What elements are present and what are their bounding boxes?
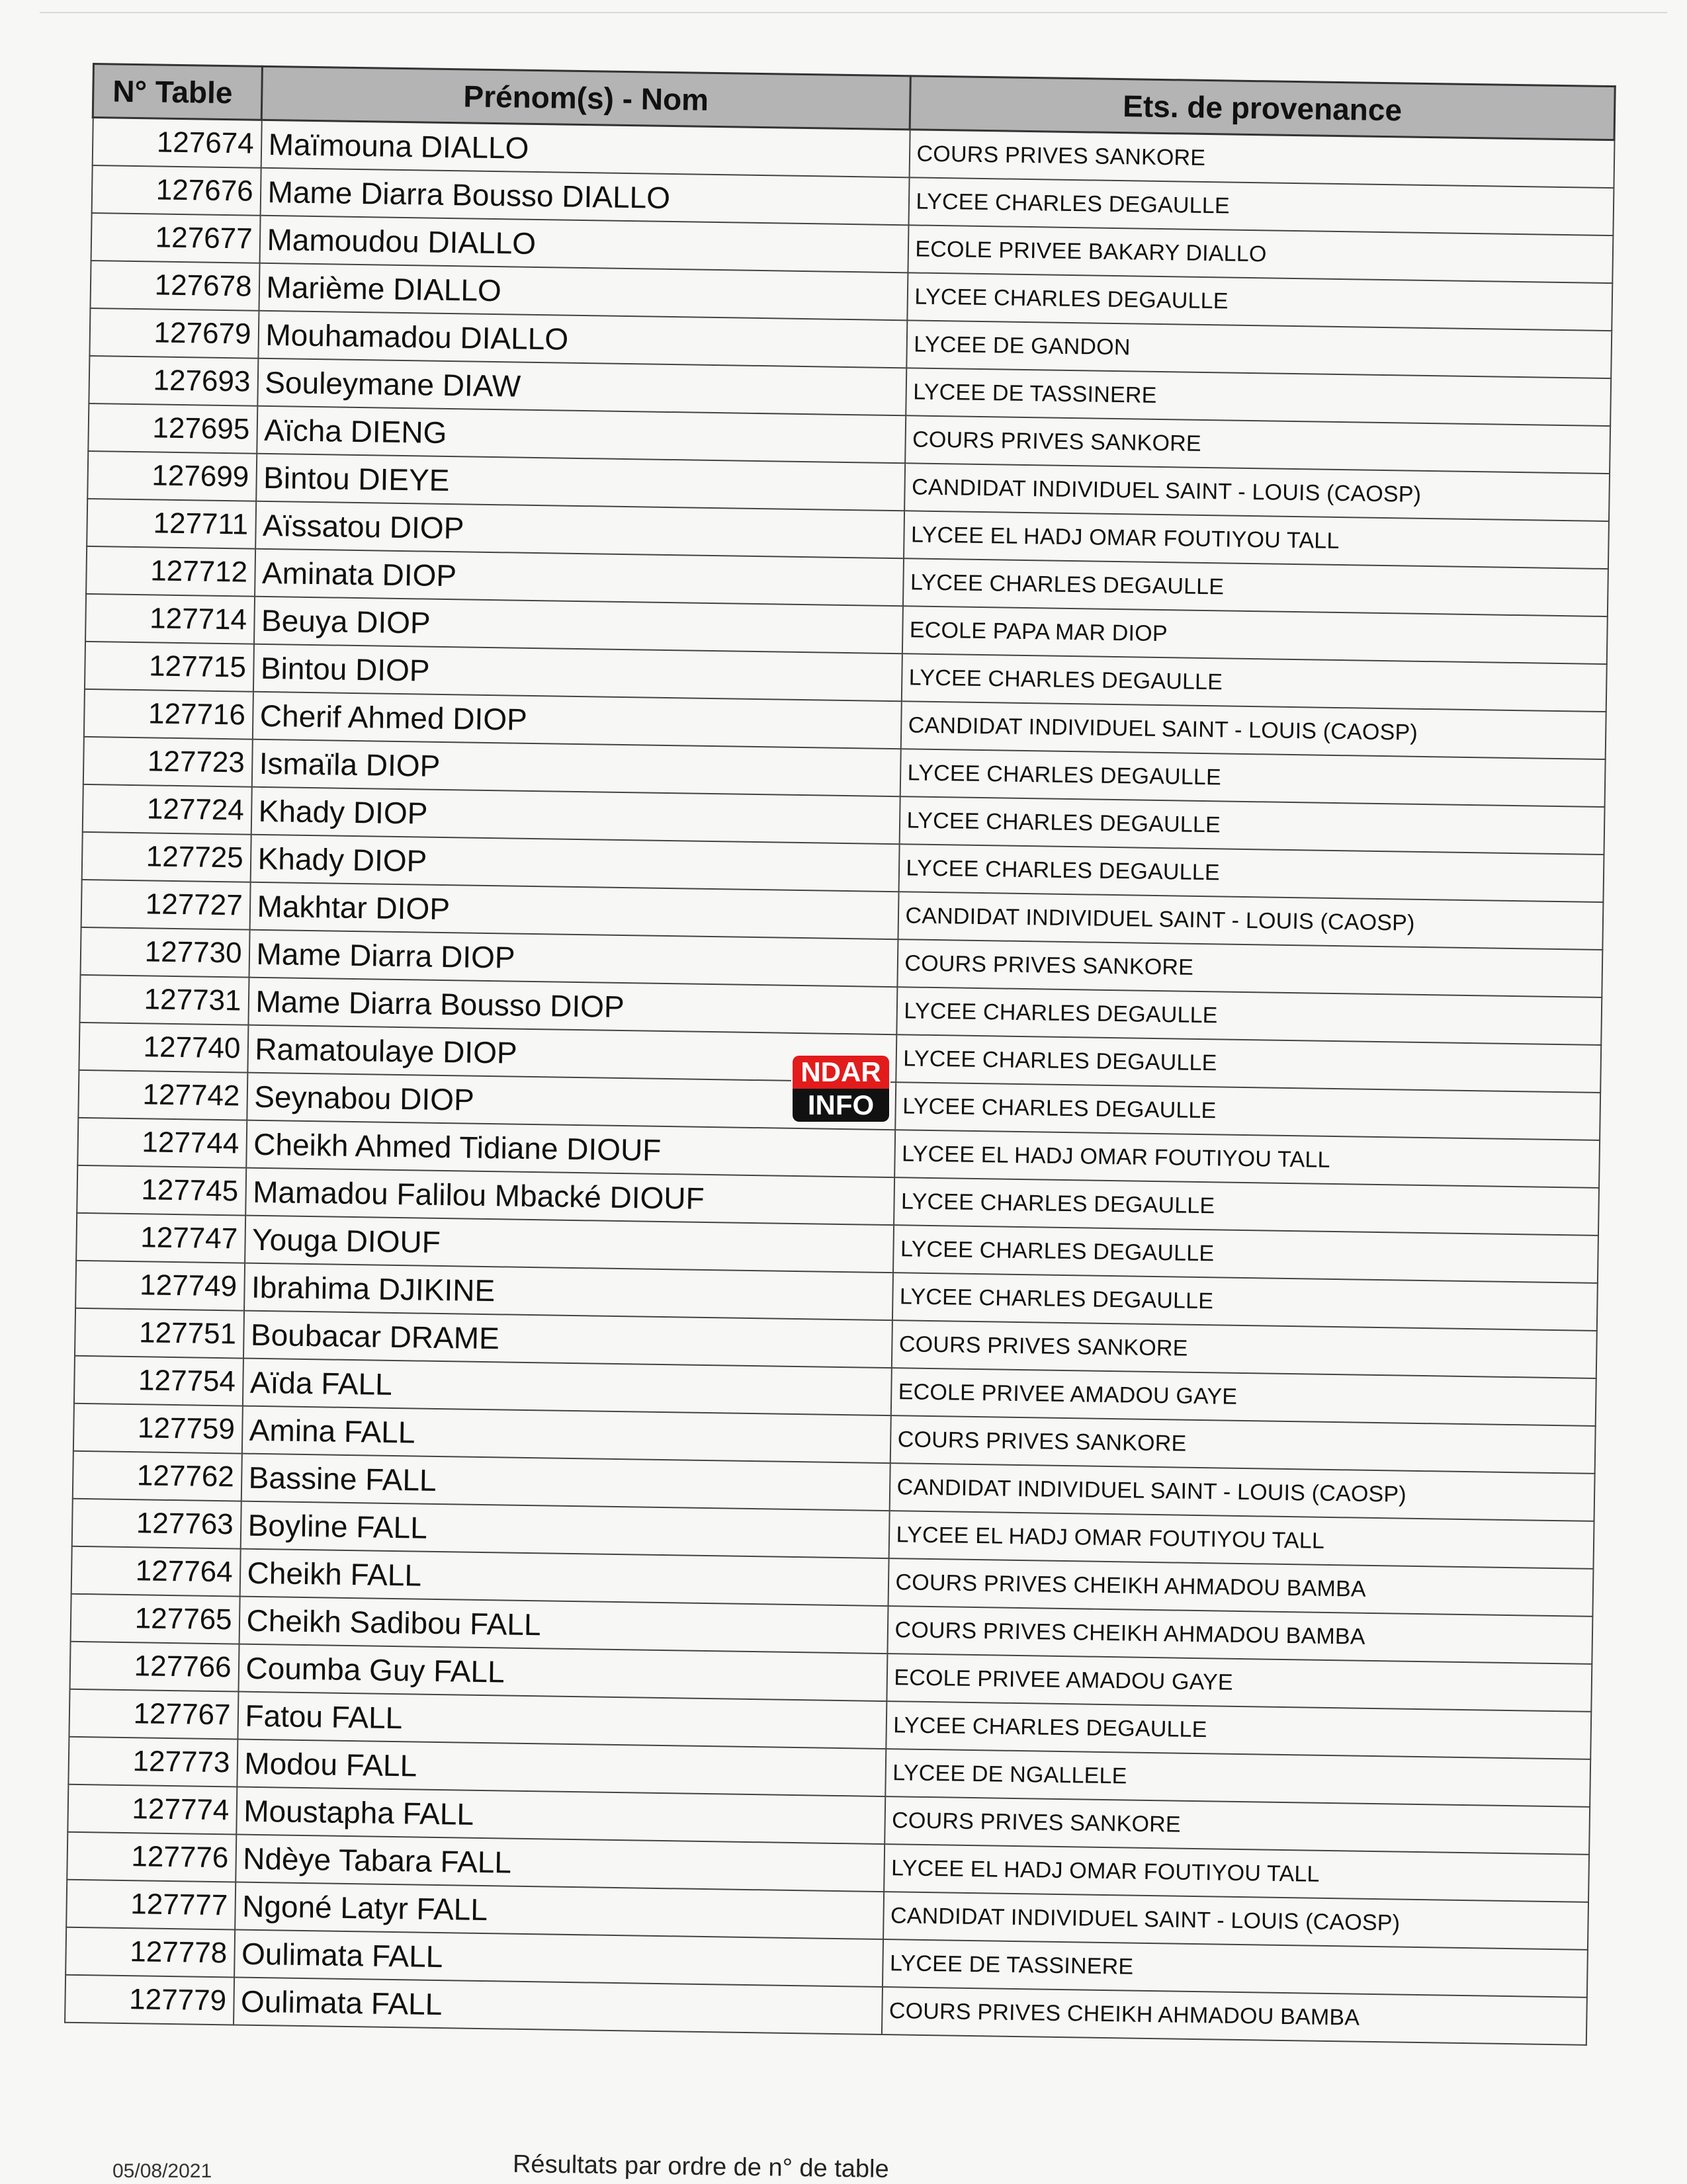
cell-student-name: Amina FALL (241, 1406, 890, 1464)
cell-student-name: Bintou DIEYE (256, 454, 905, 511)
cell-table-number: 127744 (77, 1118, 247, 1168)
cell-table-number: 127699 (87, 451, 257, 501)
cell-origin-school: LYCEE CHARLES DEGAULLE (894, 1177, 1599, 1236)
cell-student-name: Ndèye Tabara FALL (236, 1835, 885, 1892)
cell-student-name: Ngoné Latyr FALL (235, 1882, 884, 1940)
cell-table-number: 127749 (75, 1261, 245, 1311)
cell-origin-school: LYCEE CHARLES DEGAULLE (901, 653, 1606, 712)
cell-table-number: 127716 (83, 689, 253, 739)
cell-table-number: 127676 (91, 165, 261, 216)
cell-origin-school: CANDIDAT INDIVIDUEL SAINT - LOUIS (CAOSP) (898, 892, 1603, 950)
cell-origin-school: LYCEE CHARLES DEGAULLE (892, 1273, 1597, 1331)
cell-origin-school: LYCEE EL HADJ OMAR FOUTIYOU TALL (884, 1844, 1589, 1902)
header-origin: Ets. de provenance (910, 76, 1615, 140)
cell-student-name: Mouhamadou DIALLO (258, 311, 907, 368)
cell-origin-school: COURS PRIVES CHEIKH AHMADOU BAMBA (881, 1987, 1586, 2045)
cell-student-name: Ramatoulaye DIOP (247, 1025, 896, 1083)
cell-table-number: 127712 (86, 546, 255, 597)
results-table-wrapper (64, 63, 1614, 2046)
cell-origin-school: LYCEE EL HADJ OMAR FOUTIYOU TALL (904, 511, 1609, 569)
cell-table-number: 127754 (73, 1356, 243, 1406)
cell-origin-school: LYCEE CHARLES DEGAULLE (908, 177, 1614, 235)
cell-student-name: Cheikh FALL (239, 1549, 888, 1607)
cell-origin-school: CANDIDAT INDIVIDUEL SAINT - LOUIS (CAOSP) (889, 1463, 1594, 1521)
cell-origin-school: LYCEE CHARLES DEGAULLE (896, 987, 1602, 1045)
cell-student-name: Aminata DIOP (255, 549, 904, 607)
scan-edge (40, 12, 1667, 13)
cell-origin-school: LYCEE DE TASSINERE (882, 1939, 1587, 1997)
cell-table-number: 127742 (78, 1070, 247, 1120)
cell-table-number: 127763 (71, 1499, 241, 1549)
cell-origin-school: LYCEE CHARLES DEGAULLE (896, 1034, 1601, 1093)
cell-student-name: Mamoudou DIALLO (259, 216, 908, 273)
cell-table-number: 127715 (84, 642, 253, 692)
cell-table-number: 127779 (65, 1975, 234, 2025)
cell-student-name: Boyline FALL (240, 1501, 889, 1559)
cell-origin-school: COURS PRIVES SANKORE (905, 415, 1610, 474)
cell-origin-school: LYCEE EL HADJ OMAR FOUTIYOU TALL (894, 1130, 1600, 1188)
cell-table-number: 127725 (81, 832, 251, 882)
cell-table-number: 127711 (87, 499, 256, 549)
cell-origin-school: LYCEE DE NGALLELE (885, 1749, 1590, 1807)
cell-student-name: Seynabou DIOP (247, 1073, 896, 1130)
cell-student-name: Beuya DIOP (253, 597, 902, 654)
cell-student-name: Khady DIOP (251, 787, 900, 845)
cell-table-number: 127740 (79, 1023, 248, 1073)
cell-student-name: Bassine FALL (241, 1454, 890, 1511)
cell-table-number: 127693 (89, 356, 258, 406)
cell-origin-school: LYCEE CHARLES DEGAULLE (898, 844, 1604, 902)
cell-table-number: 127727 (81, 880, 250, 930)
cell-origin-school: ECOLE PRIVEE AMADOU GAYE (890, 1368, 1596, 1426)
header-table-number: N° Table (93, 64, 262, 120)
cell-student-name: Aïssatou DIOP (255, 501, 904, 559)
cell-student-name: Cheikh Ahmed Tidiane DIOUF (246, 1120, 895, 1178)
cell-student-name: Moustapha FALL (236, 1787, 885, 1845)
cell-table-number: 127773 (68, 1737, 238, 1787)
cell-table-number: 127766 (69, 1642, 239, 1692)
cell-origin-school: COURS PRIVES CHEIKH AHMADOU BAMBA (887, 1606, 1592, 1664)
cell-table-number: 127751 (74, 1308, 243, 1359)
logo-line-2: INFO (793, 1089, 889, 1122)
footer-date: 05/08/2021 (112, 2160, 212, 2182)
cell-origin-school: LYCEE CHARLES DEGAULLE (907, 273, 1612, 331)
cell-origin-school: CANDIDAT INDIVIDUEL SAINT - LOUIS (CAOSP) (900, 701, 1606, 759)
cell-table-number: 127677 (91, 213, 260, 263)
cell-student-name: Souleymane DIAW (257, 358, 906, 416)
cell-origin-school: LYCEE CHARLES DEGAULLE (886, 1701, 1591, 1759)
cell-student-name: Aïda FALL (242, 1359, 891, 1416)
cell-student-name: Ismaïla DIOP (251, 739, 900, 797)
cell-table-number: 127778 (65, 1927, 235, 1978)
cell-table-number: 127764 (71, 1546, 240, 1597)
cell-origin-school: COURS PRIVES SANKORE (885, 1796, 1590, 1855)
cell-student-name: Oulimata FALL (234, 1929, 883, 1987)
cell-origin-school: LYCEE DE GANDON (906, 320, 1612, 378)
cell-student-name: Aïcha DIENG (257, 406, 906, 464)
cell-table-number: 127767 (69, 1689, 238, 1740)
cell-table-number: 127714 (85, 594, 255, 644)
cell-table-number: 127765 (70, 1594, 239, 1644)
cell-student-name: Cherif Ahmed DIOP (252, 692, 901, 749)
cell-table-number: 127678 (90, 261, 259, 311)
cell-origin-school: COURS PRIVES SANKORE (891, 1320, 1596, 1378)
cell-table-number: 127724 (82, 784, 251, 835)
cell-table-number: 127762 (72, 1451, 241, 1501)
cell-origin-school: LYCEE EL HADJ OMAR FOUTIYOU TALL (888, 1511, 1594, 1569)
cell-origin-school: COURS PRIVES SANKORE (890, 1415, 1595, 1474)
cell-student-name: Boubacar DRAME (243, 1311, 892, 1368)
cell-origin-school: LYCEE CHARLES DEGAULLE (902, 558, 1608, 616)
cell-student-name: Youga DIOUF (245, 1216, 894, 1273)
cell-table-number: 127730 (80, 927, 249, 978)
cell-origin-school: LYCEE CHARLES DEGAULLE (892, 1225, 1598, 1283)
cell-student-name: Cheikh Sadibou FALL (239, 1597, 888, 1654)
cell-student-name: Mame Diarra Bousso DIALLO (260, 168, 909, 226)
cell-origin-school: CANDIDAT INDIVIDUEL SAINT - LOUIS (CAOSP) (904, 463, 1610, 521)
cell-table-number: 127695 (88, 403, 257, 454)
cell-origin-school: COURS PRIVES SANKORE (897, 939, 1602, 997)
cell-student-name: Makhtar DIOP (249, 882, 898, 940)
header-name: Prénom(s) - Nom (261, 66, 910, 130)
cell-student-name: Modou FALL (237, 1740, 886, 1797)
cell-student-name: Mame Diarra DIOP (249, 930, 898, 987)
cell-origin-school: ECOLE PAPA MAR DIOP (902, 606, 1607, 664)
cell-origin-school: ECOLE PRIVEE AMADOU GAYE (887, 1654, 1592, 1712)
cell-table-number: 127745 (77, 1165, 246, 1216)
cell-student-name: Maïmouna DIALLO (261, 120, 910, 177)
cell-origin-school: COURS PRIVES CHEIKH AHMADOU BAMBA (888, 1558, 1593, 1617)
footer-note: Résultats par ordre de n° de table (512, 2150, 889, 2183)
cell-table-number: 127759 (73, 1404, 242, 1454)
results-table (64, 63, 1616, 2046)
cell-student-name: Mame Diarra Bousso DIOP (248, 978, 897, 1035)
cell-origin-school: CANDIDAT INDIVIDUEL SAINT - LOUIS (CAOSP) (883, 1892, 1588, 1950)
cell-table-number: 127731 (79, 975, 249, 1025)
cell-origin-school: COURS PRIVES SANKORE (909, 130, 1614, 188)
cell-origin-school: LYCEE CHARLES DEGAULLE (895, 1082, 1600, 1140)
cell-table-number: 127723 (83, 737, 252, 787)
cell-student-name: Khady DIOP (250, 835, 899, 892)
cell-table-number: 127774 (67, 1785, 237, 1835)
cell-origin-school: LYCEE CHARLES DEGAULLE (899, 796, 1604, 855)
cell-table-number: 127777 (66, 1880, 236, 1930)
cell-origin-school: ECOLE PRIVEE BAKARY DIALLO (908, 225, 1613, 283)
cell-table-number: 127679 (89, 308, 259, 358)
cell-student-name: Bintou DIOP (253, 644, 902, 702)
cell-table-number: 127674 (92, 118, 261, 168)
cell-student-name: Ibrahima DJIKINE (244, 1263, 893, 1321)
cell-student-name: Mamadou Falilou Mbacké DIOUF (245, 1168, 894, 1226)
cell-origin-school: LYCEE CHARLES DEGAULLE (900, 749, 1605, 807)
cell-table-number: 127776 (67, 1832, 236, 1882)
cell-student-name: Marième DIALLO (259, 263, 908, 321)
ndar-info-logo (793, 1056, 889, 1122)
cell-origin-school: LYCEE DE TASSINERE (906, 368, 1611, 426)
cell-table-number: 127747 (76, 1213, 245, 1263)
cell-student-name: Oulimata FALL (234, 1977, 883, 2035)
logo-line-1: NDAR (793, 1056, 889, 1089)
cell-student-name: Coumba Guy FALL (238, 1644, 887, 1702)
cell-student-name: Fatou FALL (238, 1692, 887, 1749)
